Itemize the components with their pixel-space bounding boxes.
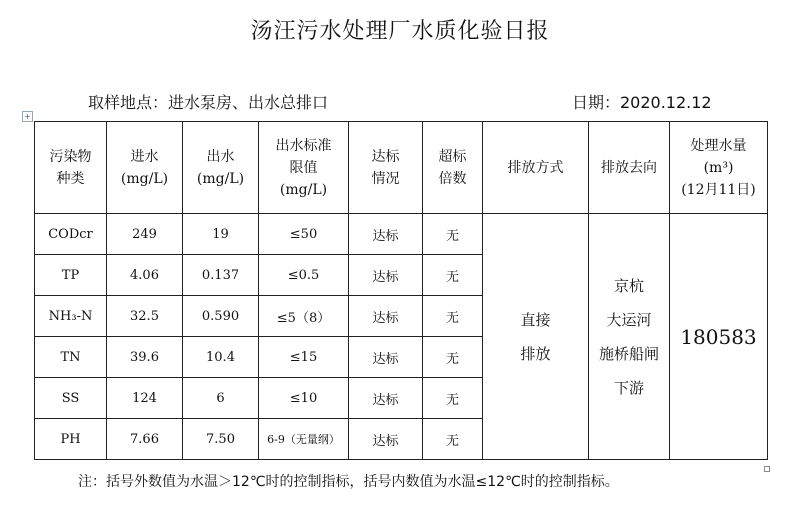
- effluent-value: 7.50: [183, 419, 259, 460]
- table-row: [35, 214, 768, 255]
- effluent-value: 0.590: [183, 296, 259, 337]
- header-exceed: 超标 倍数: [423, 122, 483, 214]
- limit-value: 6-9（无量纲）: [259, 419, 349, 460]
- influent-value: 4.06: [107, 255, 183, 296]
- influent-value: 32.5: [107, 296, 183, 337]
- influent-value: 39.6: [107, 337, 183, 378]
- effluent-value: 10.4: [183, 337, 259, 378]
- influent-value: 249: [107, 214, 183, 255]
- effluent-value: 6: [183, 378, 259, 419]
- exceed-value: 无: [423, 255, 483, 296]
- header-destination: 排放去向: [589, 122, 670, 214]
- move-anchor-icon[interactable]: +: [22, 111, 33, 122]
- header-method: 排放方式: [483, 122, 589, 214]
- limit-value: ≤15: [259, 337, 349, 378]
- water-quality-table: [34, 121, 768, 460]
- status-value: 达标: [349, 255, 423, 296]
- exceed-value: 无: [423, 337, 483, 378]
- status-value: 达标: [349, 337, 423, 378]
- status-value: 达标: [349, 378, 423, 419]
- status-value: 达标: [349, 296, 423, 337]
- exceed-value: 无: [423, 419, 483, 460]
- limit-value: ≤5（8）: [259, 296, 349, 337]
- effluent-value: 0.137: [183, 255, 259, 296]
- pollutant-name: CODcr: [35, 214, 107, 255]
- header-influent: 进水 (mg/L): [107, 122, 183, 214]
- exceed-value: 无: [423, 378, 483, 419]
- table-header-row: [35, 122, 768, 214]
- limit-value: ≤0.5: [259, 255, 349, 296]
- pollutant-name: NH₃-N: [35, 296, 107, 337]
- header-volume: 处理水量 (m³) (12月11日): [670, 122, 768, 214]
- pollutant-name: TP: [35, 255, 107, 296]
- effluent-value: 19: [183, 214, 259, 255]
- limit-value: ≤10: [259, 378, 349, 419]
- header-limit: 出水标准 限值 (mg/L): [259, 122, 349, 214]
- header-pollutant: 污染物 种类: [35, 122, 107, 214]
- pollutant-name: TN: [35, 337, 107, 378]
- header-status: 达标 情况: [349, 122, 423, 214]
- exceed-value: 无: [423, 296, 483, 337]
- exceed-value: 无: [423, 214, 483, 255]
- pollutant-name: PH: [35, 419, 107, 460]
- footnote: 注：括号外数值为水温＞12℃时的控制指标，括号内数值为水温≤12℃时的控制指标。: [78, 474, 619, 490]
- influent-value: 7.66: [107, 419, 183, 460]
- status-value: 达标: [349, 419, 423, 460]
- pollutant-name: SS: [35, 378, 107, 419]
- status-value: 达标: [349, 214, 423, 255]
- table-resize-handle[interactable]: [764, 466, 770, 472]
- report-date: 日期：2020.12.12: [572, 93, 712, 112]
- report-title: 汤汪污水处理厂水质化验日报: [250, 19, 550, 44]
- sampling-location: 取样地点：进水泵房、出水总排口: [88, 93, 329, 112]
- treated-volume: 180583: [670, 214, 768, 460]
- limit-value: ≤50: [259, 214, 349, 255]
- discharge-method: 直接 排放: [483, 214, 589, 460]
- discharge-destination: 京杭 大运河 施桥船闸 下游: [589, 214, 670, 460]
- influent-value: 124: [107, 378, 183, 419]
- header-effluent: 出水 (mg/L): [183, 122, 259, 214]
